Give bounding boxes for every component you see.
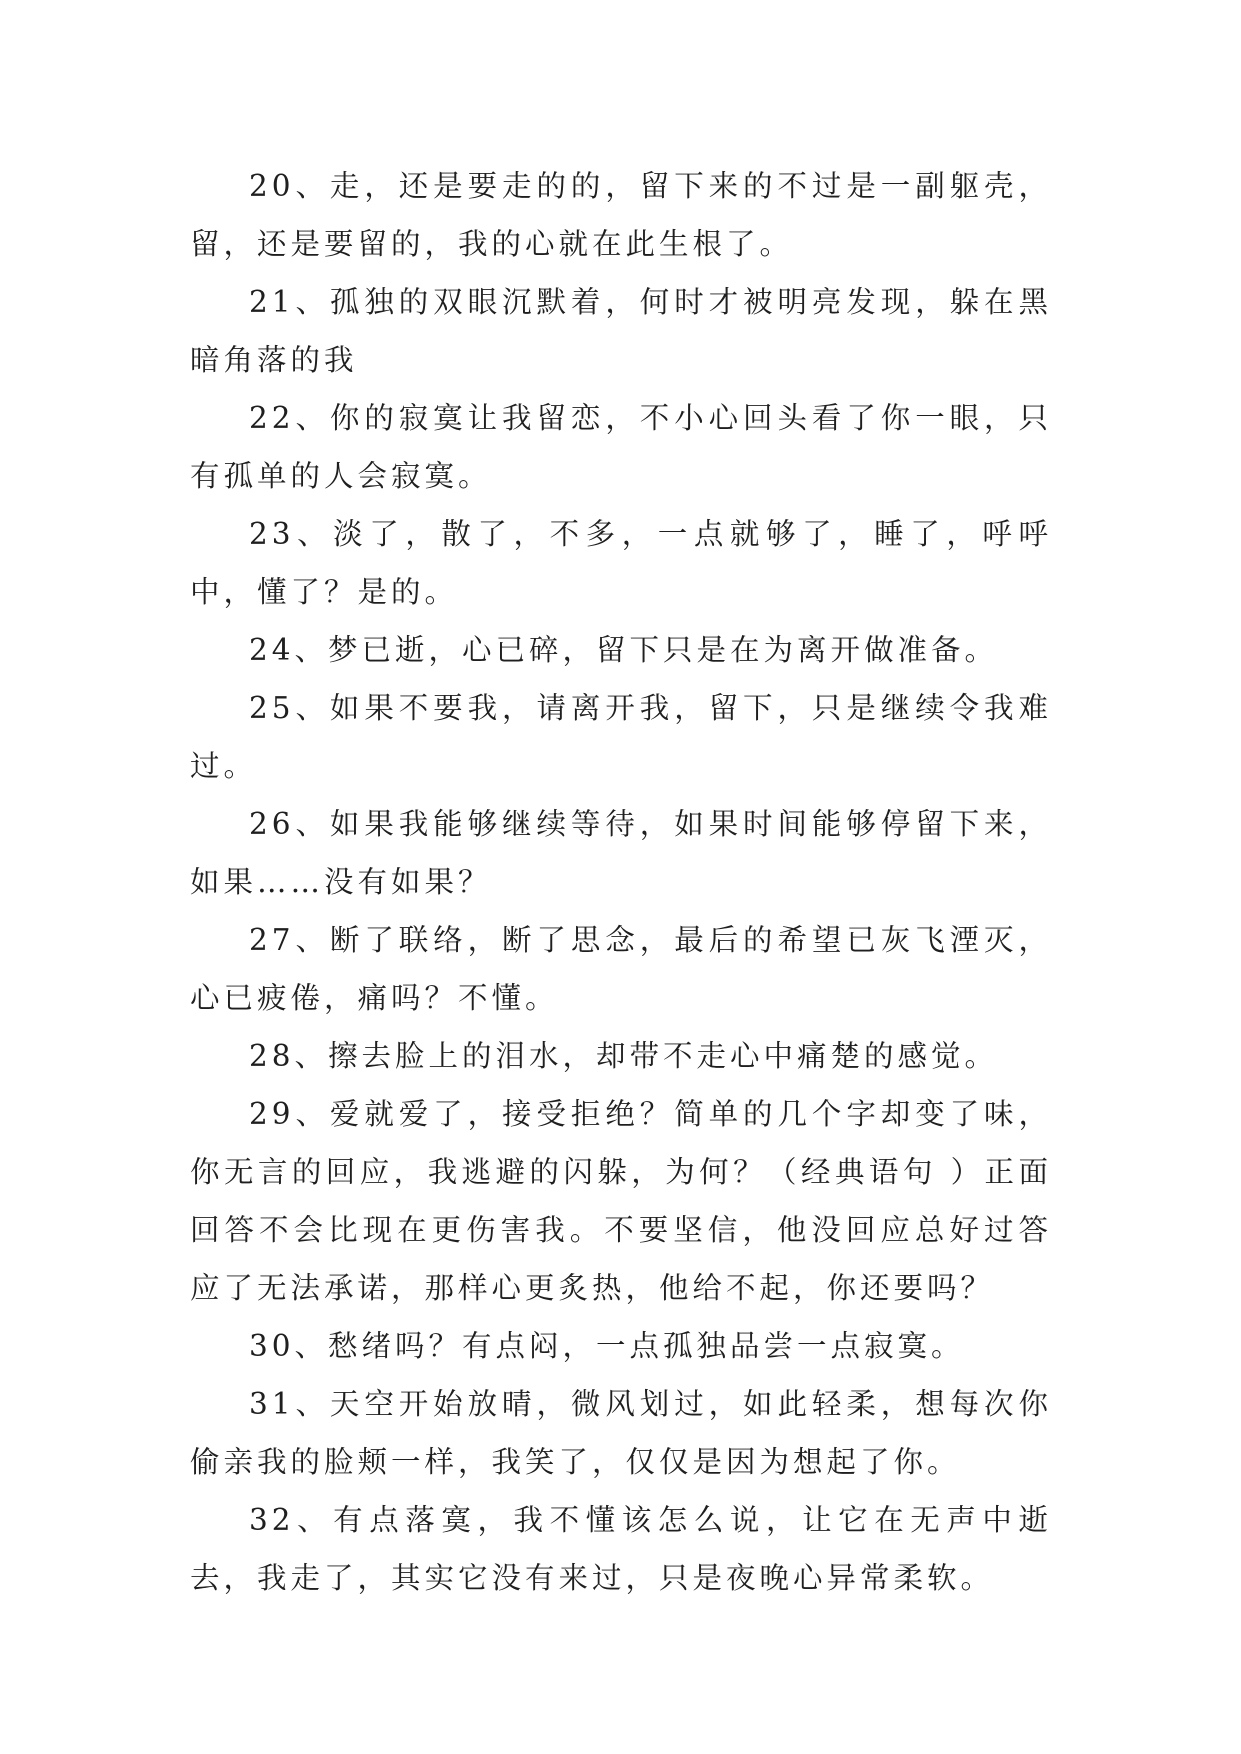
paragraph-29: 29、爱就爱了，接受拒绝？简单的几个字却变了味，你无言的回应，我逃避的闪躲，为何？（经典语句 ）正面回答不会比现在更伤害我。不要坚信，他没回应总好过答应了无法承诺，那样心更炙热，他给不起，你还要吗？ [190,1097,1052,1305]
paragraph-20: 20、走，还是要走的的，留下来的不过是一副躯壳，留，还是要留的，我的心就在此生根了。 [190,169,1052,261]
paragraph-28: 28、擦去脸上的泪水，却带不走心中痛楚的感觉。 [249,1039,999,1073]
paragraph-22: 22、你的寂寞让我留恋，不小心回头看了你一眼，只有孤单的人会寂寞。 [190,401,1052,493]
document-body [190,157,1052,1607]
paragraph-23: 23、淡了，散了，不多，一点就够了，睡了，呼呼中，懂了？是的。 [190,517,1052,609]
paragraph-21: 21、孤独的双眼沉默着，何时才被明亮发现，躲在黑暗角落的我 [190,285,1052,377]
paragraph-27: 27、断了联络，断了思念，最后的希望已灰飞湮灭，心已疲倦，痛吗？不懂。 [190,923,1052,1015]
paragraph-26: 26、如果我能够继续等待，如果时间能够停留下来，如果……没有如果？ [190,807,1052,899]
paragraph-30: 30、愁绪吗？有点闷，一点孤独品尝一点寂寞。 [249,1329,965,1363]
paragraph-32: 32、有点落寞，我不懂该怎么说，让它在无声中逝去，我走了，其实它没有来过，只是夜晚心异常柔软。 [190,1503,1052,1595]
paragraph-31: 31、天空开始放晴，微风划过，如此轻柔，想每次你偷亲我的脸颊一样，我笑了，仅仅是因为想起了你。 [190,1387,1052,1479]
paragraph-24: 24、梦已逝，心已碎，留下只是在为离开做准备。 [249,633,999,667]
paragraph-25: 25、如果不要我，请离开我，留下，只是继续令我难过。 [190,691,1052,783]
